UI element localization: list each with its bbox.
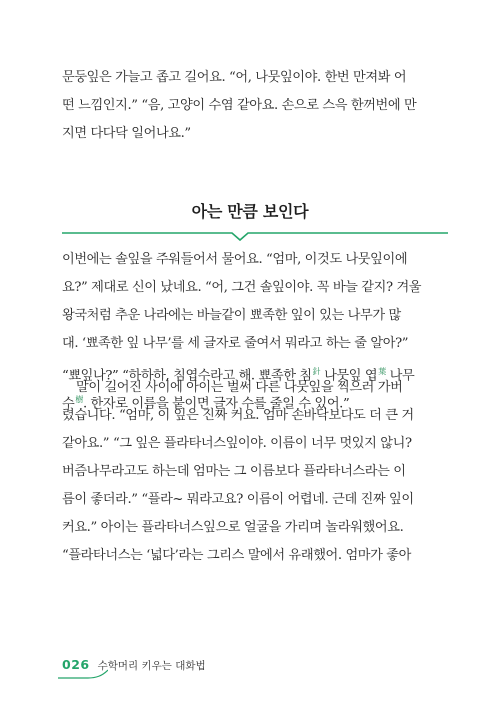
text-segment: . 한자로 이름을 붙이면 글자 수를 줄일 수 있어.” xyxy=(82,396,350,412)
text-line: 버즘나무라고도 하는데 엄마는 그 이름보다 플라타너스라는 이 xyxy=(62,464,406,479)
section-heading: 아는 만큼 보인다 xyxy=(191,202,309,221)
text-line: 커요.” 아이는 플라타너스잎으로 얼굴을 가리며 놀라워했어요. xyxy=(62,520,404,535)
text-line: “플라타너스는 ‘넓다’라는 그리스 말에서 유래했어. 엄마가 좋아 xyxy=(62,548,411,563)
text-line: 이번에는 솔잎을 주워들어서 물어요. “엄마, 이것도 나뭇잎이에 xyxy=(62,252,408,267)
text-line: 말이 길어진 사이에 아이는 벌써 다른 나뭇잎을 찍으러 가버 xyxy=(76,380,403,395)
text-line: 떤 느낌인지.” “음, 고양이 수염 같아요. 손으로 스윽 한꺼번에 만 xyxy=(62,98,417,113)
text-segment: 나뭇잎 엽 xyxy=(320,368,378,384)
text-line: 왕국처럼 추운 나라에는 바늘같이 뾰족한 잎이 있는 나무가 많 xyxy=(62,308,401,323)
text-segment: 나무 xyxy=(385,368,415,384)
text-segment: “뾰잎나?” “하하하, 침엽수라고 해. 뾰족한 침 xyxy=(62,368,312,384)
hanja-annotation: 樹 xyxy=(75,395,83,404)
page-number: 026 xyxy=(62,657,90,672)
heading-underline xyxy=(62,226,448,246)
text-line: 지면 다다닥 일어나요.” xyxy=(62,126,191,141)
hanja-annotation: 針 xyxy=(312,367,321,376)
text-line: 문둥잎은 가늘고 좁고 길어요. “어, 나뭇잎이야. 한번 만져봐 어 xyxy=(62,70,407,85)
platanus-paragraph xyxy=(62,374,448,570)
text-segment: 수 xyxy=(62,396,75,412)
text-line: 렸습니다. “엄마, 이 잎은 진짜 커요. 엄마 손바닥보다도 더 큰 거 xyxy=(62,408,414,423)
page-footer xyxy=(62,657,206,677)
text-line: 대. ‘뾰족한 잎 나무’를 세 글자로 줄여서 뭐라고 하는 줄 알아?” xyxy=(62,336,409,351)
intro-paragraph xyxy=(62,64,448,148)
hanja-annotation: 葉 xyxy=(378,367,386,376)
text-line: 요?” 제대로 신이 났네요. “어, 그건 솔잎이야. 꼭 바늘 같지? 겨울 xyxy=(62,280,422,295)
text-line: 름이 좋더라.” “플라~ 뭐라고요? 이름이 어렵네. 근데 진짜 잎이 xyxy=(62,492,414,507)
text-line: 같아요.” “그 잎은 플라타너스잎이야. 이름이 너무 멋있지 않니? xyxy=(62,436,412,451)
running-title: 수학머리 키우는 대화법 xyxy=(97,660,206,672)
